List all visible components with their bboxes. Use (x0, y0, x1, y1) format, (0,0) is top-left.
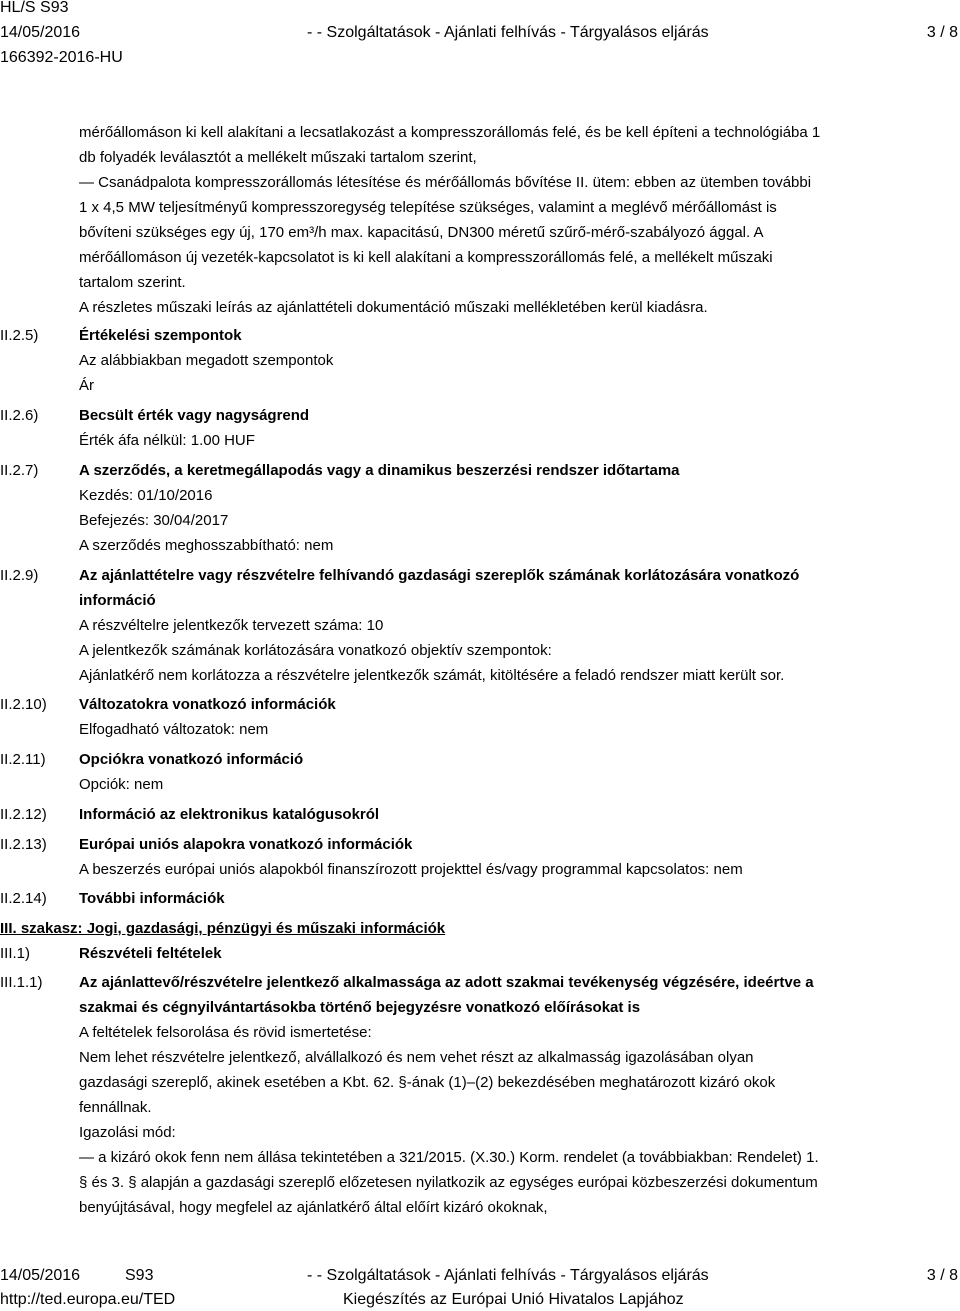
section-number: II.2.11) (0, 751, 46, 768)
section-heading: Információ az elektronikus katalógusokról (79, 806, 380, 823)
text-line: Érték áfa nélkül: 1.00 HUF (79, 432, 255, 449)
section-heading: szakmai és cégnyilvántartásokba történő bejegyzésre vonatkozó előírásokat is (79, 999, 641, 1016)
text-line: A szerződés meghosszabbítható: nem (79, 537, 334, 554)
intro-text (79, 120, 955, 320)
section-ii-2-14 (79, 886, 955, 911)
section-heading: Változatokra vonatkozó információk (79, 696, 336, 713)
footer-date: 14/05/2016 (0, 1267, 81, 1284)
section-ii-2-9 (79, 563, 955, 688)
text-line: A részletes műszaki leírás az ajánlattételi dokumentáció műszaki mellékletében kerül kiadásra. (79, 299, 708, 316)
section-number: II.2.6) (0, 407, 39, 424)
part-heading: III. szakasz: Jogi, gazdasági, pénzügyi és műszaki információk (0, 920, 446, 937)
header-date: 14/05/2016 (0, 24, 81, 41)
section-number: II.2.14) (0, 890, 47, 907)
section-ii-2-11 (79, 747, 955, 797)
part-iii-heading (0, 916, 950, 941)
section-heading: Az ajánlattevő/részvételre jelentkező alkalmassága az adott szakmai tevékenység végzésére, ideértve a (79, 974, 814, 991)
section-number: III.1.1) (0, 974, 43, 991)
section-ii-2-7 (79, 458, 955, 558)
text-line: Kezdés: 01/10/2016 (79, 487, 213, 504)
section-heading: Opciókra vonatkozó információ (79, 751, 304, 768)
text-line: Opciók: nem (79, 776, 164, 793)
footer-series: S93 (125, 1267, 154, 1284)
text-line: gazdasági szereplő, akinek esetében a Kbt. 62. §-ának (1)–(2) bekezdésében meghatározott kizáró okok (79, 1074, 776, 1091)
text-line: mérőállomáson ki kell alakítani a lecsatlakozást a kompresszorállomás felé, és be kell építeni a technológiába 1 (79, 124, 821, 141)
section-ii-2-12 (79, 802, 955, 827)
header-title: - - Szolgáltatások - Ajánlati felhívás - Tárgyalásos eljárás (307, 24, 709, 41)
text-line: A beszerzés európai uniós alapokból finanszírozott projekttel és/vagy programmal kapcsolatos: nem (79, 861, 743, 878)
text-line: mérőállomáson új vezeték-kapcsolatot is ki kell alakítani a kompresszorállomás felé, a mellékelt műszaki (79, 249, 773, 266)
section-ii-2-13 (79, 832, 955, 882)
section-heading: Értékelési szempontok (79, 327, 242, 344)
section-heading: Az ajánlattételre vagy részvételre felhívandó gazdasági szereplők számának korlátozására vonatkozó (79, 567, 800, 584)
text-line: A feltételek felsorolása és rövid ismertetése: (79, 1024, 372, 1041)
text-line: bővíteni szükséges egy új, 170 em³/h max. kapacitású, DN300 méretű szűrő-mérő-szabályozó ággal. A (79, 224, 764, 241)
section-iii-1 (79, 941, 955, 966)
section-iii-1-1 (79, 970, 955, 1220)
text-line: Igazolási mód: (79, 1124, 176, 1141)
text-line: Befejezés: 30/04/2017 (79, 512, 229, 529)
doc-code: HL/S S93 (0, 0, 69, 16)
text-line: A részvéltelre jelentkezők tervezett száma: 10 (79, 617, 384, 634)
section-number: II.2.13) (0, 836, 47, 853)
section-number: II.2.12) (0, 806, 47, 823)
text-line: fennállnak. (79, 1099, 152, 1116)
section-ii-2-10 (79, 692, 955, 742)
section-number: II.2.5) (0, 327, 39, 344)
header-ref: 166392-2016-HU (0, 49, 123, 66)
footer-title: - - Szolgáltatások - Ajánlati felhívás - Tárgyalásos eljárás (307, 1267, 709, 1284)
text-line: db folyadék leválasztót a mellékelt műszaki tartalom szerint, (79, 149, 477, 166)
section-number: III.1) (0, 945, 31, 962)
section-heading: információ (79, 592, 156, 609)
text-line: Ajánlatkérő nem korlátozza a részvételre jelentkezők számát, kitöltésére a feladó rendszer miatt került sor. (79, 667, 785, 684)
text-line: 1 x 4,5 MW teljesítményű kompresszoregység telepítése szükséges, valamint a meglévő mérőállomást is (79, 199, 777, 216)
text-line: Nem lehet részvételre jelentkező, alvállalkozó és nem vehet részt az alkalmasság igazolásában olyan (79, 1049, 754, 1066)
footer-subtitle: Kiegészítés az Európai Unió Hivatalos Lapjához (343, 1291, 684, 1308)
footer-url-link[interactable]: http://ted.europa.eu/TED (0, 1291, 176, 1308)
text-line: § és 3. § alapján a gazdasági szereplő előzetesen nyilatkozik az egységes európai közbeszerzési dokumentum (79, 1174, 818, 1191)
section-ii-2-6 (79, 403, 955, 453)
text-line: Ár (79, 377, 94, 394)
text-line: Az alábbiakban megadott szempontok (79, 352, 334, 369)
section-ii-2-5 (79, 323, 955, 398)
text-line: — a kizáró okok fenn nem állása tekintetében a 321/2015. (X.30.) Korm. rendelet (a továbbiakban: Rendelet) 1. (79, 1149, 819, 1166)
text-line: Elfogadható változatok: nem (79, 721, 269, 738)
text-line: tartalom szerint. (79, 274, 186, 291)
section-number: II.2.7) (0, 462, 39, 479)
text-line: — Csanádpalota kompresszorállomás létesítése és mérőállomás bővítése II. ütem: ebben az ütemben további (79, 174, 812, 191)
text-line: A jelentkezők számának korlátozására vonatkozó objektív szempontok: (79, 642, 552, 659)
section-number: II.2.10) (0, 696, 47, 713)
section-heading: További információk (79, 890, 225, 907)
section-heading: A szerződés, a keretmegállapodás vagy a dinamikus beszerzési rendszer időtartama (79, 462, 680, 479)
footer-page-number: 3 / 8 (926, 1267, 958, 1284)
text-line: benyújtásával, hogy megfelel az ajánlatkérő által előírt kizáró okoknak, (79, 1199, 548, 1216)
section-heading: Részvételi feltételek (79, 945, 222, 962)
section-number: II.2.9) (0, 567, 39, 584)
section-heading: Európai uniós alapokra vonatkozó információk (79, 836, 413, 853)
header-page-number: 3 / 8 (926, 24, 958, 41)
section-heading: Becsült érték vagy nagyságrend (79, 407, 310, 424)
